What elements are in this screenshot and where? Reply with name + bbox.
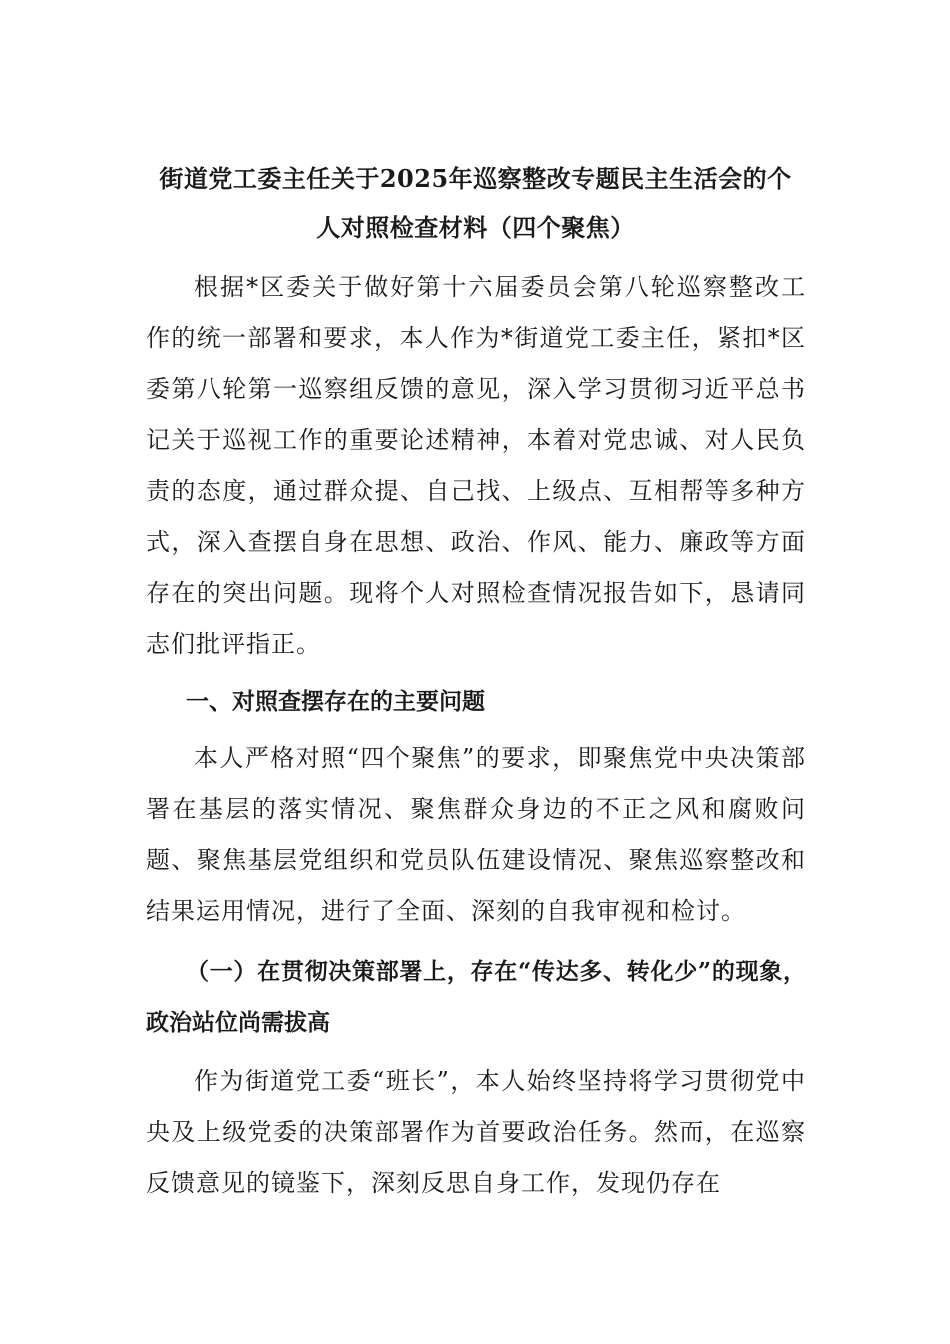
- document-title-line-1: 街道党工委主任关于2025年巡察整改专题民主生活会的个: [159, 164, 792, 193]
- subsection-1-heading: （一）在贯彻决策部署上，存在“传达多、转化少”的现象，政治站位尚需拔高: [146, 958, 806, 1036]
- document-title-line-2: 人对照检查材料（四个聚焦）: [316, 213, 635, 242]
- subsection-1-paragraph: 作为街道党工委“班长”，本人始终坚持将学习贯彻党中央及上级党委的决策部署作为首要政治任务。然而，在巡察反馈意见的镜鉴下，深刻反思自身工作，发现仍存在: [146, 1067, 806, 1197]
- section-1-heading: 一、对照查摆存在的主要问题: [186, 688, 485, 715]
- intro-paragraph: 根据*区委关于做好第十六届委员会第八轮巡察整改工作的统一部署和要求，本人作为*街道党工委主任，紧扣*区委第八轮第一巡察组反馈的意见，深入学习贯彻习近平总书记关于巡视工作的重要论述精神，本着对党忠诚、对人民负责的态度，通过群众提、自己找、上级点、互相帮等多种方式，深入查摆自身在思想、政治、作风、能力、廉政等方面存在的突出问题。现将个人对照检查情况报告如下，恳请同志们批评指正。: [146, 273, 806, 658]
- section-1-paragraph: 本人严格对照“四个聚焦”的要求，即聚焦党中央决策部署在基层的落实情况、聚焦群众身边的不正之风和腐败问题、聚焦基层党组织和党员队伍建设情况、聚焦巡察整改和结果运用情况，进行了全面、深刻的自我审视和检讨。: [146, 744, 806, 925]
